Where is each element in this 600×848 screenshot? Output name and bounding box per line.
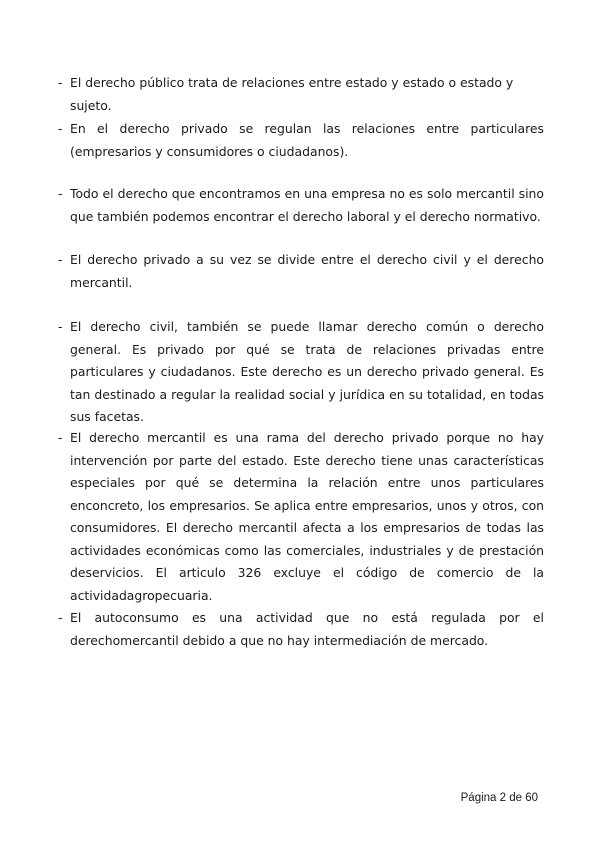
bullet-dash: - — [58, 252, 63, 267]
paragraph-text: El derecho civil, también se puede llamar derecho común o derecho general. Es privado por qué se trata de relaciones privadas entre particulares y ciudadanos. Este derecho es un derecho privado general. Es tan destinado a regular la realidad social y jurídica en su totalidad, en todas sus facetas. — [70, 319, 544, 424]
bullet-dash: - — [58, 430, 63, 445]
bullet-dash: - — [58, 319, 63, 334]
bullet-dash: - — [58, 121, 63, 136]
list-item — [58, 607, 544, 652]
list-item — [58, 427, 544, 607]
list-item — [58, 72, 544, 117]
paragraph-text: En el derecho privado se regulan las relaciones entre particulares (empresarios y consumidores o ciudadanos). — [70, 121, 544, 159]
paragraph-text: El derecho privado a su vez se divide entre el derecho civil y el derecho mercantil. — [70, 252, 544, 290]
paragraph-text: El derecho mercantil es una rama del derecho privado porque no hay intervención por parte del estado. Este derecho tiene unas características especiales por qué se determina la relación entre unos particulares enconcreto, los empresarios. Se aplica entre empresarios, unos y otros, con consumidores. El derecho mercantil afecta a los empresarios de todas las actividades económicas como las comerciales, industriales y de prestación deservicios. El articulo 326 excluye el código de comercio de la actividadagropecuaria. — [70, 430, 544, 603]
bullet-dash: - — [58, 186, 63, 201]
list-item — [58, 316, 544, 429]
list-item — [58, 249, 544, 294]
paragraph-text: Todo el derecho que encontramos en una empresa no es solo mercantil sino que también podemos encontrar el derecho laboral y el derecho normativo. — [70, 186, 544, 224]
page-number: Página 2 de 60 — [460, 792, 538, 804]
paragraph-text: El derecho público trata de relaciones entre estado y estado o estado y sujeto. — [70, 75, 514, 113]
list-item — [58, 183, 544, 228]
bullet-dash: - — [58, 610, 63, 625]
list-item — [58, 118, 544, 163]
paragraph-text: El autoconsumo es una actividad que no está regulada por el derechomercantil debido a que no hay intermediación de mercado. — [70, 610, 544, 648]
bullet-dash: - — [58, 75, 63, 90]
